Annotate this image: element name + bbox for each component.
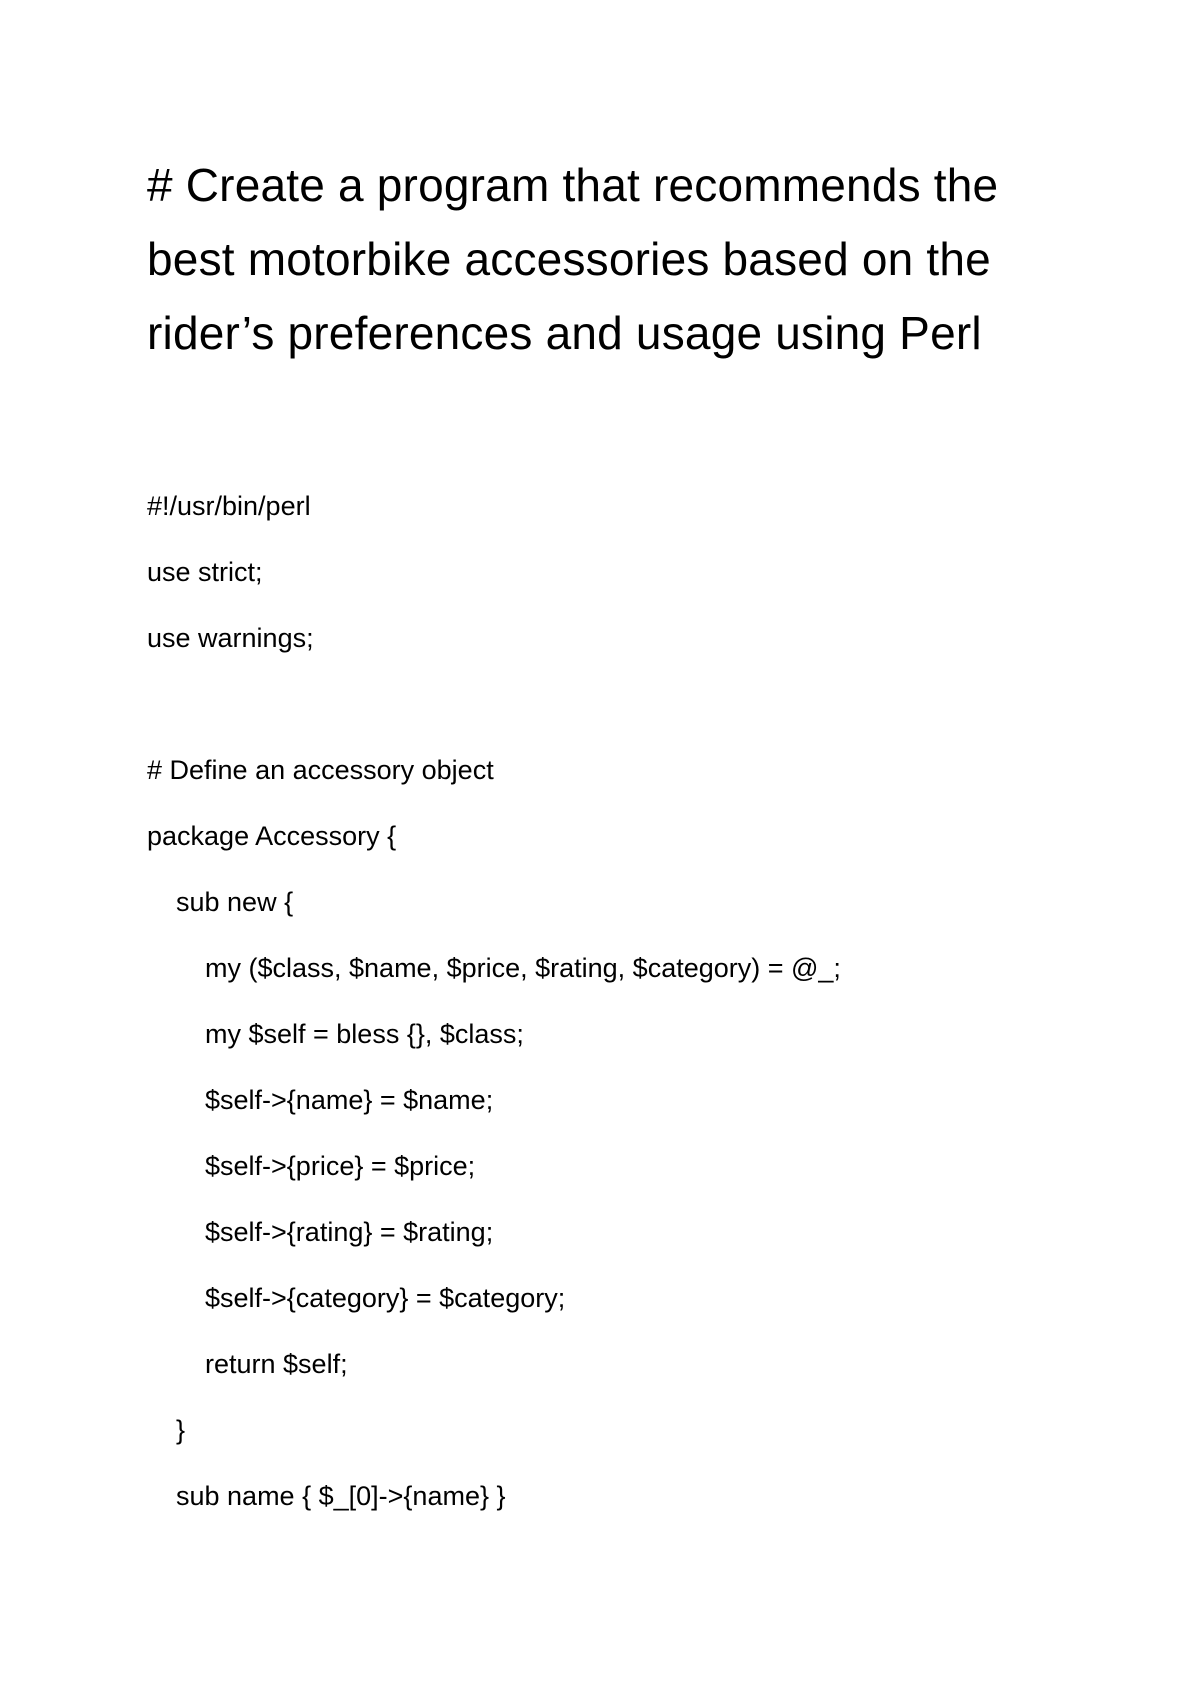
code-line-blank bbox=[147, 684, 1107, 750]
code-line-set-price: $self->{price} = $price; bbox=[205, 1151, 476, 1181]
title-line-3: rider’s preferences and usage using Perl bbox=[147, 307, 982, 359]
code-line-shebang: #!/usr/bin/perl bbox=[147, 491, 311, 521]
title-line-2: best motorbike accessories based on the bbox=[147, 233, 991, 285]
code-line-set-rating: $self->{rating} = $rating; bbox=[205, 1217, 494, 1247]
code-line-return: return $self; bbox=[205, 1349, 348, 1379]
document-title bbox=[147, 148, 1087, 370]
code-line-sub-new: sub new { bbox=[176, 887, 294, 917]
code-line-close-sub: } bbox=[176, 1415, 186, 1445]
code-line-set-name: $self->{name} = $name; bbox=[205, 1085, 494, 1115]
code-line-use-strict: use strict; bbox=[147, 557, 263, 587]
title-line-1: # Create a program that recommends the bbox=[147, 159, 999, 211]
code-line-use-warnings: use warnings; bbox=[147, 623, 314, 653]
code-line-my-args: my ($class, $name, $price, $rating, $category) = @_; bbox=[205, 953, 841, 983]
code-line-set-category: $self->{category} = $category; bbox=[205, 1283, 566, 1313]
code-line-package: package Accessory { bbox=[147, 821, 397, 851]
code-line-sub-name: sub name { $_[0]->{name} } bbox=[176, 1481, 506, 1511]
code-line-comment: # Define an accessory object bbox=[147, 755, 494, 785]
code-line-bless: my $self = bless {}, $class; bbox=[205, 1019, 524, 1049]
perl-code-block bbox=[147, 486, 1107, 1542]
